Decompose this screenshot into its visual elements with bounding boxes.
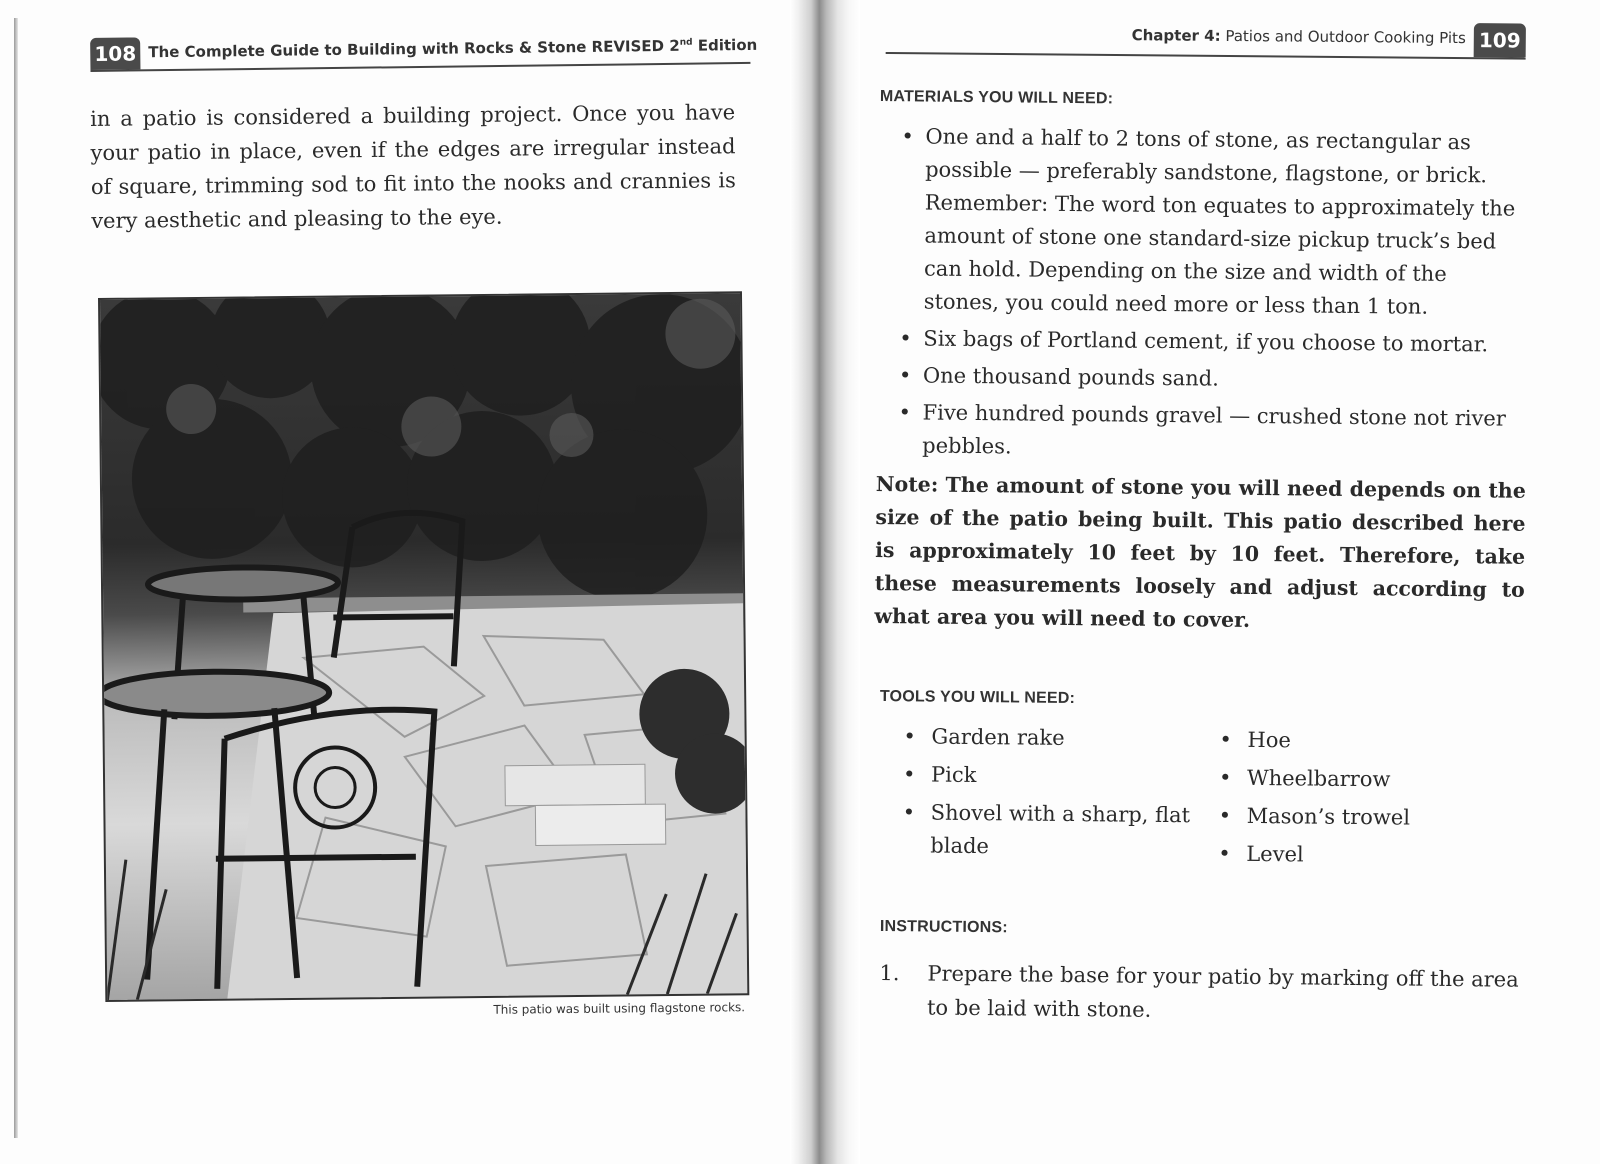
note-paragraph: Note: The amount of stone you will need depends on the size of the patio being built. This patio described here is approximately 10 feet by 10 feet. Therefore, take these measurements loosely and adjust according to what area you will need to cover. bbox=[874, 471, 1526, 632]
bullet: • bbox=[901, 124, 915, 149]
material-text: Six bags of Portland cement, if you choose to mortar. bbox=[923, 326, 1489, 357]
chapter-header bbox=[1132, 26, 1466, 47]
step-text: Prepare the base for your patio by marking off the area to be laid with stone. bbox=[926, 961, 1519, 1022]
tools-section bbox=[878, 688, 1530, 897]
right-page bbox=[860, 0, 1600, 1164]
book-title-header bbox=[148, 36, 757, 61]
tool-text: Hoe bbox=[1247, 727, 1291, 753]
tools-list bbox=[878, 720, 1530, 897]
tool-text: Level bbox=[1246, 841, 1304, 867]
material-text: One and a half to 2 tons of stone, as rectangular as possible — preferably sandstone, flagstone, or brick. Remember: The word ton equates to approximately the amount of stone one standard-size pickup truck’s bed can hold. Depending on the size and width of the stones, you could need more or less than 1 ton. bbox=[923, 124, 1516, 319]
patio-photo-illustration bbox=[100, 293, 747, 1000]
bullet: • bbox=[1218, 841, 1231, 866]
instructions-heading: INSTRUCTIONS: bbox=[879, 918, 1008, 937]
instructions-section bbox=[879, 918, 1530, 1031]
list-item bbox=[1219, 724, 1519, 760]
header-rule bbox=[886, 52, 1526, 60]
photo-caption: This patio was built using flagstone rocks. bbox=[493, 1000, 746, 1017]
bullet: • bbox=[902, 800, 916, 825]
left-running-head bbox=[90, 22, 758, 70]
list-item bbox=[1219, 800, 1519, 836]
tools-heading: TOOLS YOU WILL NEED: bbox=[879, 688, 1076, 708]
list-item bbox=[902, 796, 1231, 865]
materials-list bbox=[876, 120, 1530, 469]
chapter-label: Chapter 4: bbox=[1131, 26, 1221, 45]
bullet: • bbox=[1218, 803, 1232, 828]
patio-photo bbox=[98, 291, 749, 1002]
materials-heading: MATERIALS YOU WILL NEED: bbox=[879, 88, 1114, 108]
bullet: • bbox=[1218, 765, 1232, 790]
header-rule bbox=[90, 62, 750, 72]
bullet: • bbox=[1219, 727, 1232, 752]
material-text: Five hundred pounds gravel — crushed stone not river pebbles. bbox=[922, 400, 1506, 459]
page-number-right: 109 bbox=[1474, 23, 1526, 57]
tool-text: Shovel with a sharp, flat blade bbox=[930, 800, 1191, 859]
materials-section bbox=[874, 88, 1530, 640]
list-item bbox=[903, 720, 1203, 756]
edition-superscript: nd bbox=[679, 37, 693, 48]
list-item bbox=[877, 359, 1527, 399]
right-running-head bbox=[886, 14, 1526, 60]
tool-text: Pick bbox=[930, 762, 977, 788]
list-item bbox=[1219, 762, 1519, 798]
left-page bbox=[20, 0, 790, 1164]
instruction-step bbox=[879, 956, 1530, 1031]
list-item bbox=[877, 322, 1527, 362]
step-number: 1. bbox=[879, 960, 900, 986]
list-item bbox=[876, 396, 1527, 469]
list-item bbox=[903, 758, 1203, 794]
bullet: • bbox=[898, 400, 912, 425]
list-item bbox=[878, 120, 1530, 325]
page-number-left: 108 bbox=[90, 37, 140, 70]
bullet: • bbox=[902, 762, 916, 787]
bullet: • bbox=[899, 326, 912, 351]
book-gutter bbox=[790, 0, 860, 1164]
page-edge bbox=[14, 18, 18, 1138]
material-text: One thousand pounds sand. bbox=[922, 363, 1219, 391]
tool-text: Wheelbarrow bbox=[1246, 765, 1391, 792]
edition-label: Edition bbox=[692, 35, 758, 55]
list-item bbox=[1218, 838, 1518, 874]
body-paragraph: in a patio is considered a building project. Once you have your patio in place, even if the edges are irregular instead of square, trimming sod to fit into the nooks and crannies is very aesthetic and pleasing to the eye. bbox=[90, 100, 736, 233]
book-title: The Complete Guide to Building with Rocks & Stone REVISED 2 bbox=[148, 36, 680, 62]
tool-text: Garden rake bbox=[931, 724, 1065, 750]
bullet: • bbox=[903, 724, 917, 749]
bullet: • bbox=[898, 363, 912, 388]
chapter-title: Patios and Outdoor Cooking Pits bbox=[1220, 26, 1466, 48]
tool-text: Mason’s trowel bbox=[1246, 803, 1411, 830]
